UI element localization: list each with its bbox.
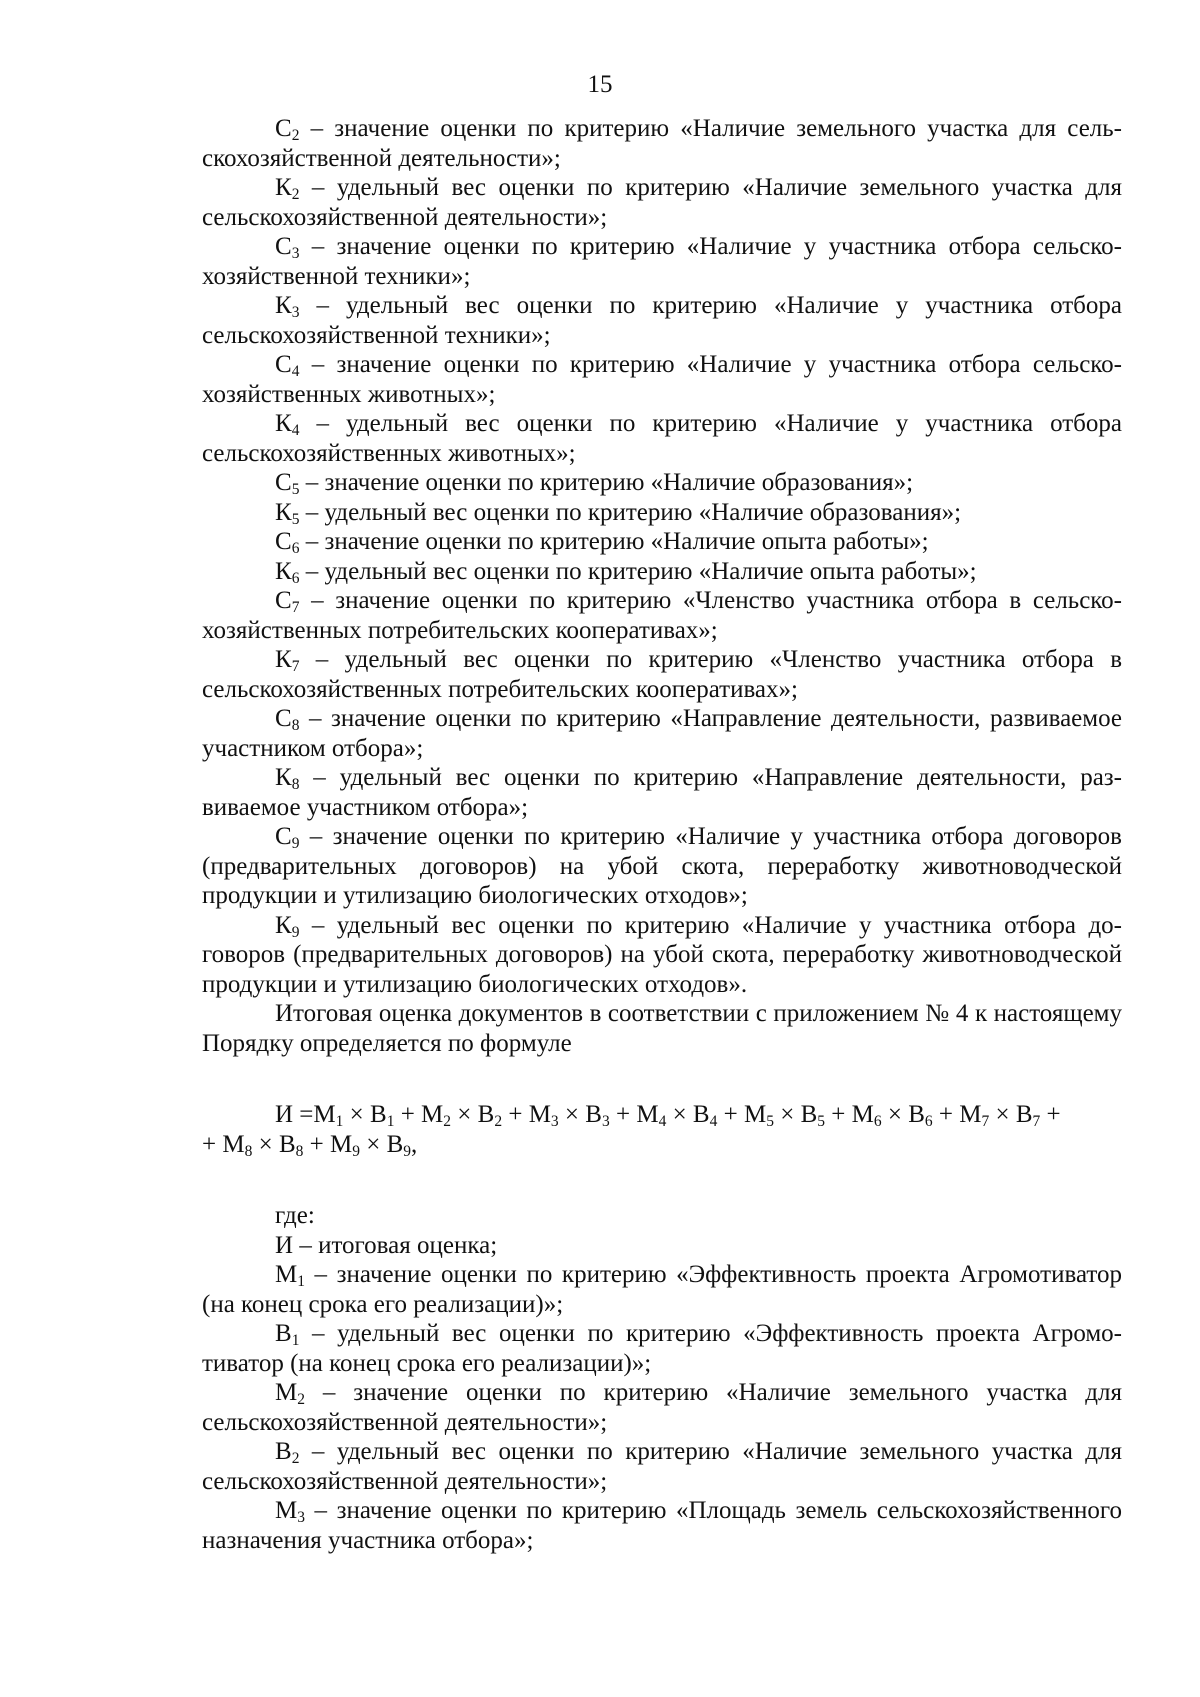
formula-operator: +: [502, 1101, 529, 1128]
definition-text: – значение оценки по критерию «Наличие земельного участка для сельскохозяйственной деятельности»;: [202, 1379, 1122, 1436]
criterion-definition: [202, 114, 1122, 173]
formula-subscript: 1: [386, 1112, 395, 1130]
formula-operator: +: [303, 1130, 330, 1158]
formula-operator: +: [825, 1101, 852, 1128]
definition-text: – удельный вес оценки по критерию «Наличие у участника отбора сельскохозяйственных животных»;: [202, 410, 1122, 467]
definition-symbol: К: [275, 911, 292, 939]
formula-operator: ,: [411, 1130, 418, 1158]
formula-line-1: [202, 1100, 1122, 1130]
definition-symbol: К: [275, 764, 292, 791]
definition-subscript: 5: [291, 510, 300, 528]
formula-symbol: М: [330, 1130, 353, 1158]
criterion-definition: [202, 409, 1122, 468]
formula-subscript: 4: [709, 1112, 718, 1130]
formula-subscript: 5: [766, 1112, 774, 1130]
formula-operator: ×: [666, 1101, 693, 1128]
definition-subscript: 3: [291, 303, 300, 321]
formula-term: [529, 1101, 637, 1128]
definition-text: – значение оценки по критерию «Эффективность проекта Агромотиватор (на конец срока его реализации)»;: [202, 1261, 1122, 1318]
definition-text: – значение оценки по критерию «Наличие у участника отбора договоров (предварительных договоров) на убой скота, переработку животноводческой продукции и утилизацию биологических отходов»;: [202, 823, 1122, 909]
criterion-definition: [202, 763, 1122, 822]
formula-symbol: М: [421, 1101, 444, 1128]
definition-subscript: 8: [291, 716, 300, 734]
formula-subscript: 8: [244, 1142, 253, 1160]
definition-subscript: 2: [291, 1449, 300, 1467]
definition-symbol: М: [275, 1497, 298, 1524]
definition-text: – удельный вес оценки по критерию «Наличие земельного участка для сельскохозяйственной деятельности»;: [202, 1438, 1122, 1495]
definition-symbol: С: [275, 233, 292, 260]
definition-symbol: С: [275, 351, 292, 378]
definition-symbol: К: [275, 292, 292, 319]
criterion-definition: [202, 527, 1122, 557]
formula-operator: +: [609, 1101, 637, 1128]
formula-subscript: 8: [295, 1142, 304, 1160]
definitions-list-1: [202, 114, 1122, 999]
formula-symbol: М: [313, 1101, 336, 1128]
criterion-definition: [202, 173, 1122, 232]
definition-symbol: С: [275, 587, 292, 614]
definition-symbol: С: [275, 115, 292, 142]
formula-term: [959, 1101, 1060, 1128]
formula-term: [222, 1131, 330, 1158]
formula-term: [636, 1101, 744, 1128]
formula-subscript: 9: [403, 1142, 412, 1160]
formula-operator: ×: [558, 1101, 586, 1128]
formula-symbol: В: [386, 1130, 404, 1158]
definition-subscript: 1: [291, 1331, 300, 1349]
definition-symbol: С: [275, 528, 292, 555]
formula-subscript: 9: [352, 1142, 360, 1160]
definition-subscript: 3: [291, 244, 300, 262]
definition-symbol: К: [275, 410, 292, 437]
formula-term: [421, 1101, 529, 1128]
criterion-definition: [202, 586, 1122, 645]
formula-term: [744, 1101, 852, 1128]
definition-subscript: 9: [291, 834, 300, 852]
formula-operator: ×: [359, 1130, 387, 1158]
definition-text: – значение оценки по критерию «Наличие у участника отбора сельскохозяйственных животных»;: [202, 351, 1122, 408]
definition-subscript: 2: [297, 1390, 305, 1408]
formula-subscript: 4: [658, 1112, 667, 1130]
formula-symbol: М: [959, 1101, 982, 1128]
formula-term: [852, 1101, 960, 1128]
definition-symbol: С: [275, 823, 292, 850]
definition-subscript: 2: [291, 126, 300, 144]
formula-operator: +: [717, 1101, 744, 1128]
formula-line2-prefix: +: [202, 1130, 223, 1158]
definition-subscript: 1: [297, 1272, 305, 1290]
formula-operator: +: [932, 1101, 960, 1128]
criterion-definition: [202, 232, 1122, 291]
score-definition: [202, 1378, 1122, 1437]
definition-symbol: К: [275, 557, 292, 585]
formula-symbol: В: [908, 1101, 925, 1128]
criterion-definition: [202, 468, 1122, 498]
score-definition: [202, 1496, 1122, 1555]
definition-subscript: 9: [291, 923, 300, 941]
formula-operator: +: [1040, 1101, 1061, 1128]
definition-symbol: К: [275, 646, 292, 673]
formula-subscript: 2: [494, 1112, 503, 1130]
formula-line-2: [202, 1130, 1122, 1160]
criterion-definition: [202, 704, 1122, 763]
formula-subscript: 7: [1032, 1112, 1041, 1130]
formula-term: [330, 1131, 417, 1158]
definition-subscript: 3: [297, 1508, 305, 1526]
formula-operator: ×: [881, 1101, 909, 1128]
definitions-list-2: [202, 1231, 1122, 1556]
criterion-definition: [202, 911, 1122, 1000]
formula-symbol: М: [222, 1130, 245, 1158]
definition-text: – значение оценки по критерию «Наличие образования»;: [299, 469, 914, 496]
definition-subscript: 7: [291, 598, 300, 616]
formula-block: [202, 1100, 1122, 1159]
formula-symbol: В: [278, 1130, 296, 1158]
definition-text: – значение оценки по критерию «Членство участника отбора в сельскохозяйственных потребительских кооперативах»;: [202, 587, 1122, 644]
score-definition: [202, 1319, 1122, 1378]
definition-subscript: 6: [291, 569, 300, 587]
definition-text: – удельный вес оценки по критерию «Направление деятельности, развиваемое участником отбора»;: [202, 764, 1122, 821]
formula-symbol: М: [636, 1101, 659, 1128]
definition-symbol: С: [275, 469, 292, 496]
formula-symbol: В: [370, 1101, 387, 1128]
definition-text: – удельный вес оценки по критерию «Эффективность проекта Агромотиватор (на конец срока его реализации)»;: [202, 1320, 1122, 1377]
definition-symbol: С: [275, 705, 292, 732]
definition-subscript: 5: [291, 480, 300, 498]
criterion-definition: [202, 557, 1122, 587]
definition-symbol: К: [275, 174, 292, 201]
definition-symbol: М: [275, 1261, 298, 1288]
score-definition: [202, 1231, 1122, 1261]
formula-term: [313, 1101, 421, 1128]
score-definition: [202, 1437, 1122, 1496]
formula-symbol: В: [477, 1101, 495, 1128]
formula-subscript: 3: [550, 1112, 559, 1130]
definition-symbol: В: [275, 1438, 292, 1465]
formula-symbol: В: [692, 1101, 710, 1128]
criterion-definition: [202, 498, 1122, 528]
definition-text: – значение оценки по критерию «Наличие у участника отбора сельскохозяйственной техники»;: [202, 233, 1122, 290]
formula-operator: ×: [343, 1101, 370, 1128]
definition-subscript: 8: [291, 775, 300, 793]
page-number: 15: [587, 71, 613, 98]
formula-subscript: 1: [335, 1112, 344, 1130]
formula-symbol: В: [1015, 1101, 1033, 1128]
formula-operator: +: [394, 1101, 422, 1128]
definition-text: – значение оценки по критерию «Наличие опыта работы»;: [299, 528, 929, 555]
definition-symbol: И: [275, 1231, 294, 1259]
where-label: где:: [275, 1202, 315, 1229]
definition-text: – удельный вес оценки по критерию «Наличие опыта работы»;: [299, 557, 977, 585]
definition-text: – удельный вес оценки по критерию «Наличие образования»;: [299, 498, 962, 526]
definition-text: – удельный вес оценки по критерию «Наличие у участника отбора сельскохозяйственной техники»;: [202, 292, 1122, 349]
formula-symbol: М: [851, 1101, 874, 1128]
formula-subscript: 6: [924, 1112, 933, 1130]
formula-operator: ×: [451, 1101, 478, 1128]
formula-symbol: М: [528, 1101, 551, 1128]
formula-symbol: В: [585, 1101, 602, 1128]
formula-lhs: И =: [275, 1101, 314, 1128]
formula-symbol: М: [743, 1101, 767, 1128]
formula-subscript: 5: [817, 1112, 825, 1130]
formula-symbol: В: [800, 1101, 818, 1128]
criterion-definition: [202, 645, 1122, 704]
definition-symbol: В: [275, 1320, 292, 1347]
formula-subscript: 6: [873, 1112, 882, 1130]
formula-intro: Итоговая оценка документов в соответствии с приложением № 4 к настоящему Порядку определяется по формуле: [202, 1000, 1122, 1057]
definition-text: – итоговая оценка;: [293, 1231, 498, 1259]
definition-subscript: 7: [291, 657, 300, 675]
definition-text: – значение оценки по критерию «Площадь земель сельскохозяйственного назначения участника отбора»;: [202, 1497, 1122, 1554]
definition-text: – удельный вес оценки по критерию «Членство участника отбора в сельскохозяйственных потребительских кооперативах»;: [202, 646, 1122, 703]
formula-subscript: 3: [601, 1112, 610, 1130]
formula-subscript: 2: [443, 1112, 452, 1130]
definition-subscript: 6: [291, 539, 300, 557]
criterion-definition: [202, 350, 1122, 409]
definition-symbol: К: [275, 498, 292, 526]
definition-text: – значение оценки по критерию «Наличие земельного участка для сельскохозяйственной деятельности»;: [202, 115, 1122, 172]
document-body: [202, 114, 1122, 1555]
definition-subscript: 4: [291, 421, 300, 439]
formula-terms: [313, 1100, 1060, 1130]
formula-operator: ×: [773, 1101, 801, 1128]
formula-subscript: 7: [981, 1112, 990, 1130]
definition-subscript: 2: [291, 185, 300, 203]
definition-text: – значение оценки по критерию «Направление деятельности, развиваемое участником отбора»;: [202, 705, 1122, 762]
formula-operator: ×: [252, 1130, 279, 1158]
criterion-definition: [202, 291, 1122, 350]
definition-subscript: 4: [291, 362, 300, 380]
definition-symbol: М: [275, 1379, 298, 1406]
definition-text: – удельный вес оценки по критерию «Наличие у участника отбора договоров (предварительных договоров) на убой скота, переработку животноводческой продукции и утилизацию биологических отходов».: [202, 911, 1122, 998]
formula-operator: ×: [989, 1101, 1016, 1128]
criterion-definition: [202, 822, 1122, 911]
definition-text: – удельный вес оценки по критерию «Наличие земельного участка для сельскохозяйственной деятельности»;: [202, 174, 1122, 231]
score-definition: [202, 1260, 1122, 1319]
